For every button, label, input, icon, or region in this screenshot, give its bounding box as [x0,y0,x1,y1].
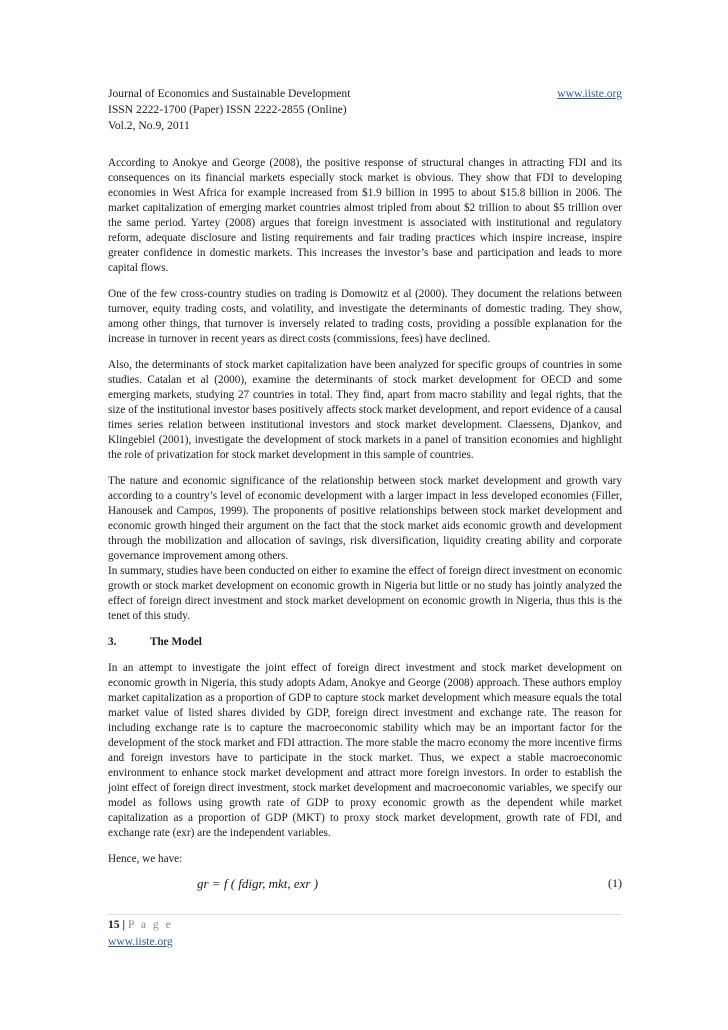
paragraph-relationship: The nature and economic significance of the relationship between stock market development and growth vary according to a country’s level of economic development with a larger impact in less developed economies (Filler, Hanousek and Campos, 1999). The proponents of positive relationships between stock market development and economic growth hinged their argument on the fact that the stock market aids economic growth and development through the mobilization and allocation of savings, risk diversification, liquidity creating ability and corporate governance improvement among others. [108,475,622,562]
page-number-line [108,917,622,932]
section-title: The Model [150,636,202,648]
paragraph-catalan: Also, the determinants of stock market capitalization have been analyzed for specific groups of countries in some studies. Catalan et al (2000), examine the determinants of stock market development for OECD and some emerging markets, studying 27 countries in total. They find, apart from macro stability and legal rights, that the size of the institutional investor bases positively affects stock market development, and report evidence of a causal times series relation between institutional investors and stock market development. Claessens, Djankov, and Klingebiel (2001), investigate the development of stock markets in a panel of transition economies and highlight the role of privatization for stock market development in this sample of countries. [108,359,622,461]
page-word: P a g e [127,918,173,931]
section-number: 3. [108,636,117,648]
page-content [108,86,622,898]
page-separator: | [119,918,128,931]
equation-1 [108,876,622,898]
page-number: 15 [108,918,120,931]
paragraph-anokye-george: According to Anokye and George (2008), the positive response of structural changes in attracting FDI and its consequences on its financial markets especially stock market is obvious. They show that FDI to developing economies in West Africa for example increased from $1.9 billion in 1995 to about $15.8 billion in 2006. The market capitalization of emerging market countries almost tripled from about $2 trillion to about $5 trillion over the same period. Yartey (2008) argues that foreign investment is associated with institutional and regulatory reform, adequate disclosure and listing requirements and fair trading practices which inspire increase, inspire greater confidence in domestic markets. This increases the investor’s base and participation and leads to more capital flows. [108,157,622,274]
equation-number: (1) [608,876,622,890]
page-footer [108,914,622,950]
paragraph-domowitz: One of the few cross-country studies on trading is Domowitz et al (2000). They document the relations between turnover, equity trading costs, and volatility, and investigate the determinants of domestic trading. They show, among other things, that turnover is inversely related to trading costs, providing a possible explanation for the increase in turnover in recent years as direct costs (commissions, fees) have declined. [108,288,622,345]
article-body [108,156,622,898]
footer-url-link[interactable]: www.iiste.org [108,935,173,948]
journal-issn: ISSN 2222-1700 (Paper) ISSN 2222-2855 (Online) [108,103,347,116]
journal-header [108,86,622,134]
header-url-link[interactable]: www.iiste.org [557,87,622,100]
journal-volume: Vol.2, No.9, 2011 [108,119,190,132]
paragraph-summary: In summary, studies have been conducted on either to examine the effect of foreign direct investment on economic growth or stock market development on economic growth in Nigeria but little or no study has jointly analyzed the effect of foreign direct investment and stock market development on economic growth in Nigeria, thus this is the tenet of this study. [108,565,622,622]
journal-title: Journal of Economics and Sustainable Development [108,87,351,100]
equation-expression: gr = f ( fdigr, mkt, exr ) [197,876,319,891]
section-heading [108,635,622,650]
paragraph-hence: Hence, we have: [108,853,183,865]
paragraph-model: In an attempt to investigate the joint effect of foreign direct investment and stock market development on economic growth in Nigeria, this study adopts Adam, Anokye and George (2008) approach. These authors employ market capitalization as a proportion of GDP to capture stock market development which measure equals the total market value of listed shares divided by GDP, foreign direct investment and exchange rate. The reason for including exchange rate is to capture the macroeconomic stability which may be an important factor for the development of the stock market and FDI attraction. The more stable the macro economy the more incentive firms and foreign investors have to participate in the stock market. Thus, we expect a stable macroeconomic environment to enhance stock market development and attract more foreign investors. In order to establish the joint effect of foreign direct investment, stock market development and macroeconomic variables, we specify our model as follows using growth rate of GDP to proxy economic growth as the dependent while market capitalization as a proportion of GDP (MKT) to proxy stock market development, growth rate of FDI, and exchange rate (exr) are the independent variables. [108,662,622,839]
